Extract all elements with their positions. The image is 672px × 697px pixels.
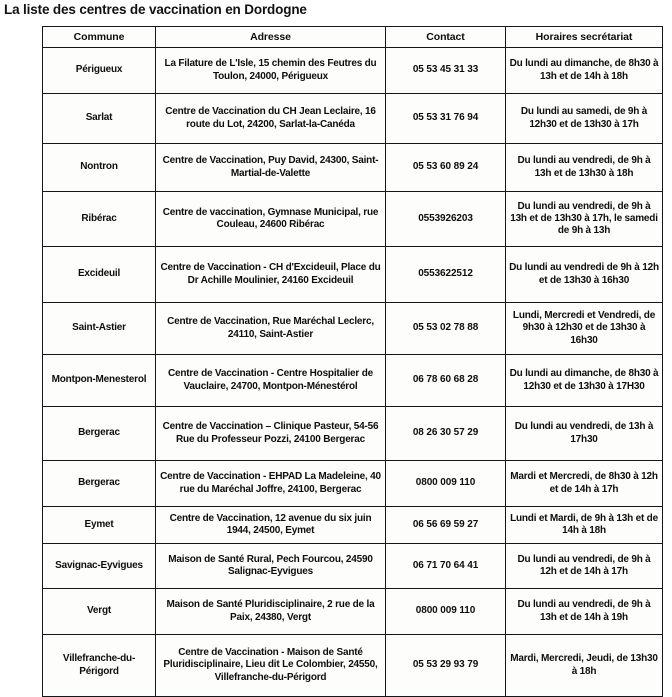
cell-contact: 05 53 02 78 88 <box>386 303 506 355</box>
table-row <box>43 94 663 144</box>
table-row <box>43 461 663 507</box>
table-body <box>43 48 663 697</box>
cell-horaires: Du lundi au vendredi, de 13h à 17h30 <box>506 407 663 461</box>
table-row <box>43 507 663 544</box>
column-header-commune: Commune <box>43 27 156 48</box>
column-header-horaires: Horaires secrétariat <box>506 27 663 48</box>
cell-horaires: Mardi et Mercredi, de 8h30 à 12h et de 14h à 17h <box>506 461 663 507</box>
cell-horaires: Lundi, Mercredi et Vendredi, de 9h30 à 12h30 et de 13h30 à 16h30 <box>506 303 663 355</box>
cell-horaires: Du lundi au vendredi, de 9h à 12h et de 14h à 17h <box>506 544 663 589</box>
cell-commune: Bergerac <box>43 461 156 507</box>
cell-contact: 05 53 31 76 94 <box>386 94 506 144</box>
cell-commune: Ribérac <box>43 192 156 247</box>
cell-contact: 0553622512 <box>386 247 506 303</box>
cell-horaires: Lundi et Mardi, de 9h à 13h et de 14h à 18h <box>506 507 663 544</box>
cell-adresse: Centre de Vaccination du CH Jean Leclaire, 16 route du Lot, 24200, Sarlat-la-Canéda <box>156 94 386 144</box>
cell-horaires: Du lundi au vendredi, de 9h à 13h et de 14h à 19h <box>506 589 663 635</box>
table-row <box>43 635 663 697</box>
cell-contact: 05 53 60 89 24 <box>386 144 506 192</box>
cell-commune: Montpon-Menesterol <box>43 355 156 407</box>
cell-commune: Villefranche-du-Périgord <box>43 635 156 697</box>
cell-contact: 06 56 69 59 27 <box>386 507 506 544</box>
cell-commune: Excideuil <box>43 247 156 303</box>
cell-commune: Nontron <box>43 144 156 192</box>
cell-contact: 0800 009 110 <box>386 461 506 507</box>
cell-adresse: Centre de Vaccination - EHPAD La Madeleine, 40 rue du Maréchal Joffre, 24100, Bergerac <box>156 461 386 507</box>
cell-commune: Sarlat <box>43 94 156 144</box>
cell-adresse: Maison de Santé Pluridisciplinaire, 2 rue de la Paix, 24380, Vergt <box>156 589 386 635</box>
column-header-contact: Contact <box>386 27 506 48</box>
cell-horaires: Du lundi au dimanche, de 8h30 à 12h30 et de 13h30 à 17H30 <box>506 355 663 407</box>
page-title: La liste des centres de vaccination en Dordogne <box>4 2 307 17</box>
vaccination-centres-table <box>42 26 663 697</box>
table-row <box>43 589 663 635</box>
table-header <box>43 27 663 48</box>
cell-commune: Bergerac <box>43 407 156 461</box>
cell-horaires: Mardi, Mercredi, Jeudi, de 13h30 à 18h <box>506 635 663 697</box>
cell-adresse: Centre de Vaccination, 12 avenue du six juin 1944, 24500, Eymet <box>156 507 386 544</box>
cell-adresse: Centre de Vaccination - Maison de Santé Pluridisciplinaire, Lieu dit Le Colombier, 24550, Villefranche-du-Périgord <box>156 635 386 697</box>
cell-commune: Vergt <box>43 589 156 635</box>
cell-adresse: Centre de Vaccination - CH d'Excideuil, Place du Dr Achille Moulinier, 24160 Excideuil <box>156 247 386 303</box>
cell-adresse: Centre de Vaccination, Rue Maréchal Leclerc, 24110, Saint-Astier <box>156 303 386 355</box>
cell-horaires: Du lundi au dimanche, de 8h30 à 13h et de 14h à 18h <box>506 48 663 94</box>
cell-contact: 05 53 45 31 33 <box>386 48 506 94</box>
cell-adresse: Maison de Santé Rural, Pech Fourcou, 24590 Salignac-Eyvigues <box>156 544 386 589</box>
cell-horaires: Du lundi au vendredi de 9h à 12h et de 13h30 à 16h30 <box>506 247 663 303</box>
cell-contact: 08 26 30 57 29 <box>386 407 506 461</box>
cell-horaires: Du lundi au vendredi, de 9h à 13h et de 13h30 à 18h <box>506 144 663 192</box>
cell-horaires: Du lundi au vendredi, de 9h à 13h et de 13h30 à 17h, le samedi de 9h à 13h <box>506 192 663 247</box>
table-row <box>43 247 663 303</box>
cell-horaires: Du lundi au samedi, de 9h à 12h30 et de 13h30 à 17h <box>506 94 663 144</box>
table-row <box>43 144 663 192</box>
cell-commune: Périgueux <box>43 48 156 94</box>
table-row <box>43 48 663 94</box>
column-header-adresse: Adresse <box>156 27 386 48</box>
table-row <box>43 192 663 247</box>
cell-commune: Saint-Astier <box>43 303 156 355</box>
cell-contact: 0553926203 <box>386 192 506 247</box>
table-header-row <box>43 27 663 48</box>
cell-adresse: Centre de Vaccination - Centre Hospitalier de Vauclaire, 24700, Montpon-Ménestérol <box>156 355 386 407</box>
cell-adresse: Centre de Vaccination, Puy David, 24300, Saint-Martial-de-Valette <box>156 144 386 192</box>
cell-contact: 06 71 70 64 41 <box>386 544 506 589</box>
vaccination-centres-table-container <box>42 26 662 697</box>
table-row <box>43 544 663 589</box>
table-row <box>43 355 663 407</box>
cell-adresse: Centre de Vaccination – Clinique Pasteur, 54-56 Rue du Professeur Pozzi, 24100 Bergerac <box>156 407 386 461</box>
cell-commune: Savignac-Eyvigues <box>43 544 156 589</box>
cell-adresse: Centre de vaccination, Gymnase Municipal, rue Couleau, 24600 Ribérac <box>156 192 386 247</box>
cell-adresse: La Filature de L'Isle, 15 chemin des Feutres du Toulon, 24000, Périgueux <box>156 48 386 94</box>
cell-contact: 06 78 60 68 28 <box>386 355 506 407</box>
cell-contact: 0800 009 110 <box>386 589 506 635</box>
cell-contact: 05 53 29 93 79 <box>386 635 506 697</box>
table-row <box>43 303 663 355</box>
cell-commune: Eymet <box>43 507 156 544</box>
table-row <box>43 407 663 461</box>
